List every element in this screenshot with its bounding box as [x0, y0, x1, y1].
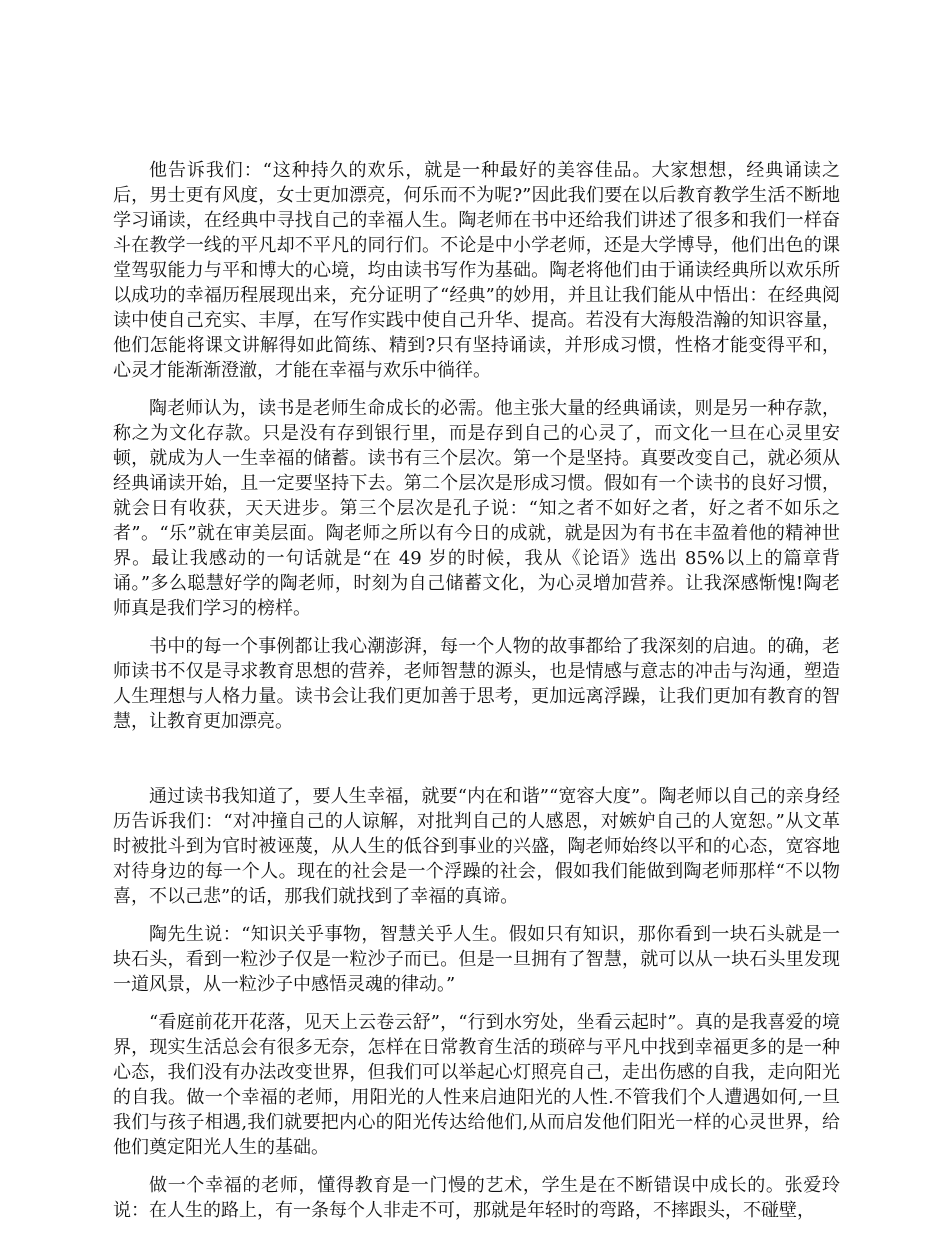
paragraph: 通过读书我知道了，要人生幸福，就要“内在和谐”“宽容大度”。陶老师以自己的亲身经历告诉我们：“对冲撞自己的人谅解，对批判自己的人感恩，对嫉妒自己的人宽恕。”从文革时被批斗到为官时被诬蔑，从人生的低谷到事业的兴盛，陶老师始终以平和的心态，宽容地对待身边的每一个人。现在的社会是一个浮躁的社会，假如我们能做到陶老师那样“不以物喜，不以己悲”的话，那我们就找到了幸福的真谛。	[113, 786, 840, 907]
section-spacer	[113, 747, 840, 784]
paragraph: 书中的每一个事例都让我心潮澎湃，每一个人物的故事都给了我深刻的启迪。的确，老师读书不仅是寻求教育思想的营养，老师智慧的源头，也是情感与意志的冲击与沟通，塑造人生理想与人格力量。读书会让我们更加善于思考，更加远离浮躁，让我们更加有教育的智慧，让教育更加漂亮。	[113, 636, 840, 732]
document-body	[113, 158, 840, 1236]
paragraph: “看庭前花开花落，见天上云卷云舒”，“行到水穷处，坐看云起时”。真的是我喜爱的境界，现实生活总会有很多无奈，怎样在日常教育生活的琐碎与平凡中找到幸福更多的是一种心态，我们没有办法改变世界，但我们可以举起心灯照亮自己，走出伤感的自我，走向阳光的自我。做一个幸福的老师，用阳光的人性来启迪阳光的人性.不管我们个人遭遇如何,一旦我们与孩子相遇,我们就要把内心的阳光传达给他们,从而启发他们阳光一样的心灵世界，给他们奠定阳光人生的基础。	[113, 1012, 840, 1158]
paragraph: 做一个幸福的老师，懂得教育是一门慢的艺术，学生是在不断错误中成长的。张爱玲说：在人生的路上，有一条每个人非走不可，那就是年轻时的弯路，不摔跟头，不碰壁，	[113, 1175, 840, 1221]
paragraph: 陶老师认为，读书是老师生命成长的必需。他主张大量的经典诵读，则是另一种存款，称之为文化存款。只是没有存到银行里，而是存到自己的心灵了，而文化一旦在心灵里安顿，就成为人一生幸福的储蓄。读书有三个层次。第一个是坚持。真要改变自己，就必须从经典诵读开始，且一定要坚持下去。第二个层次是形成习惯。假如有一个读书的良好习惯，就会日有收获，天天进步。第三个层次是孔子说：“知之者不如好之者，好之者不如乐之者”。“乐”就在审美层面。陶老师之所以有今日的成就，就是因为有书在丰盈着他的精神世界。最让我感动的一句话就是“在 49 岁的时候，我从《论语》选出 85%以上的篇章背诵。”多么聪慧好学的陶老师，时刻为自己储蓄文化，为心灵增加营养。让我深感惭愧!陶老师真是我们学习的榜样。	[113, 398, 840, 619]
paragraph: 陶先生说：“知识关乎事物，智慧关乎人生。假如只有知识，那你看到一块石头就是一块石头，看到一粒沙子仅是一粒沙子而已。但是一旦拥有了智慧，就可以从一块石头里发现一道风景，从一粒沙子中感悟灵魂的律动。”	[113, 924, 840, 995]
paragraph: 他告诉我们：“这种持久的欢乐，就是一种最好的美容佳品。大家想想，经典诵读之后，男士更有风度，女士更加漂亮，何乐而不为呢?”因此我们要在以后教育教学生活不断地学习诵读，在经典中寻找自己的幸福人生。陶老师在书中还给我们讲述了很多和我们一样奋斗在教学一线的平凡却不平凡的同行们。不论是中小学老师，还是大学博导，他们出色的课堂驾驭能力与平和博大的心境，均由读书写作为基础。陶老将他们由于诵读经典所以欢乐所以成功的幸福历程展现出来，充分证明了“经典”的妙用，并且让我们能从中悟出：在经典阅读中使自己充实、丰厚，在写作实践中使自己升华、提高。若没有大海般浩瀚的知识容量，他们怎能将课文讲解得如此简练、精到?只有坚持诵读，并形成习惯，性格才能变得平和，心灵才能渐渐澄澈，才能在幸福与欢乐中徜徉。	[113, 160, 840, 381]
